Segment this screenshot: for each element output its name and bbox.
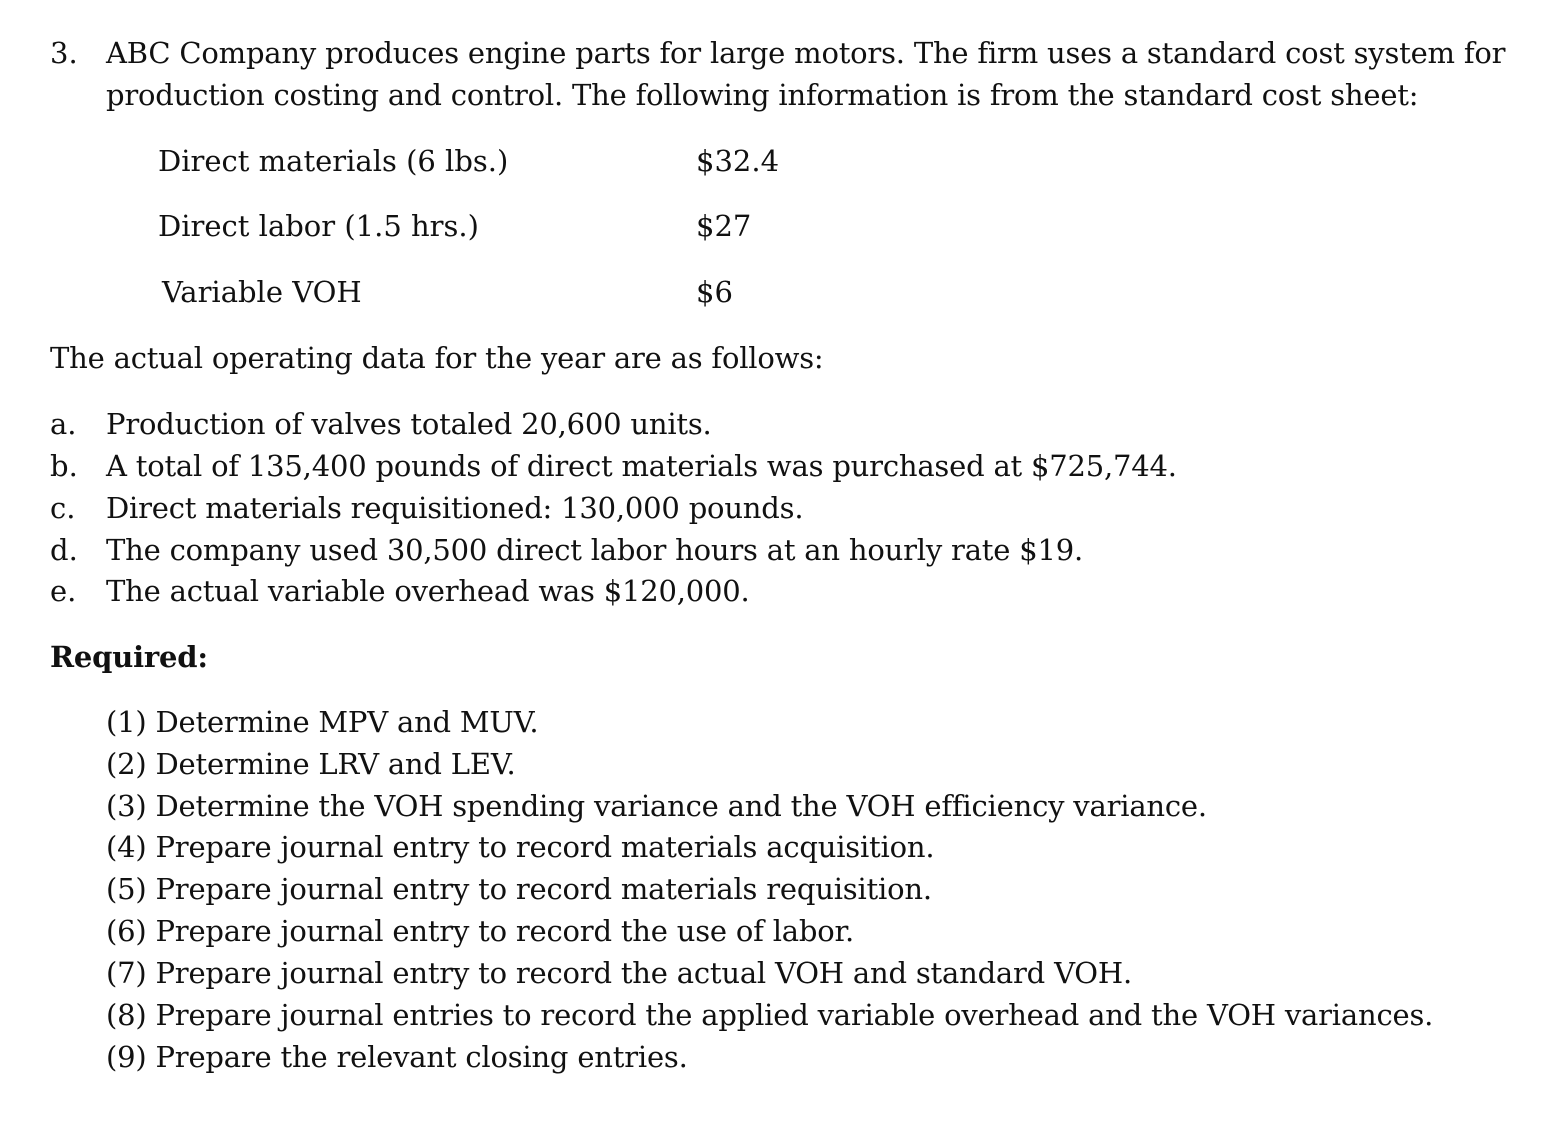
list-item: (2) Determine LRV and LEV. [106,747,516,781]
list-item: (7) Prepare journal entry to record the actual VOH and standard VOH. [106,956,1132,990]
list-item-marker: e. [50,574,77,608]
list-item: (4) Prepare journal entry to record materials acquisition. [106,830,935,864]
required-heading: Required: [50,640,208,674]
list-item: The actual variable overhead was $120,000. [106,574,750,608]
cost-value-variable-voh: $6 [696,275,733,309]
list-item: A total of 135,400 pounds of direct materials was purchased at $725,744. [106,449,1177,483]
list-item: (5) Prepare journal entry to record materials requisition. [106,872,932,906]
list-item-marker: d. [50,533,78,567]
intro-line-2: production costing and control. The following information is from the standard cost sheet: [106,78,1419,112]
list-item: The company used 30,500 direct labor hours at an hourly rate $19. [106,533,1084,567]
list-item-marker: c. [50,491,76,525]
list-item: (8) Prepare journal entries to record the applied variable overhead and the VOH variances. [106,998,1434,1032]
cost-label-direct-labor: Direct labor (1.5 hrs.) [158,209,479,243]
cost-value-direct-materials: $32.4 [696,144,780,178]
list-item: (9) Prepare the relevant closing entries. [106,1040,688,1074]
cost-label-variable-voh: Variable VOH [162,275,362,309]
intro-line-1: ABC Company produces engine parts for large motors. The firm uses a standard cost system for [106,36,1506,70]
actual-data-heading: The actual operating data for the year are as follows: [50,341,824,375]
cost-value-direct-labor: $27 [696,209,752,243]
list-item: (3) Determine the VOH spending variance and the VOH efficiency variance. [106,789,1207,823]
list-item: (1) Determine MPV and MUV. [106,705,539,739]
list-item: Direct materials requisitioned: 130,000 pounds. [106,491,804,525]
list-item-marker: b. [50,449,78,483]
list-item-marker: a. [50,407,77,441]
problem-number: 3. [50,36,78,70]
list-item: (6) Prepare journal entry to record the use of labor. [106,914,854,948]
cost-label-direct-materials: Direct materials (6 lbs.) [158,144,509,178]
list-item: Production of valves totaled 20,600 units. [106,407,712,441]
